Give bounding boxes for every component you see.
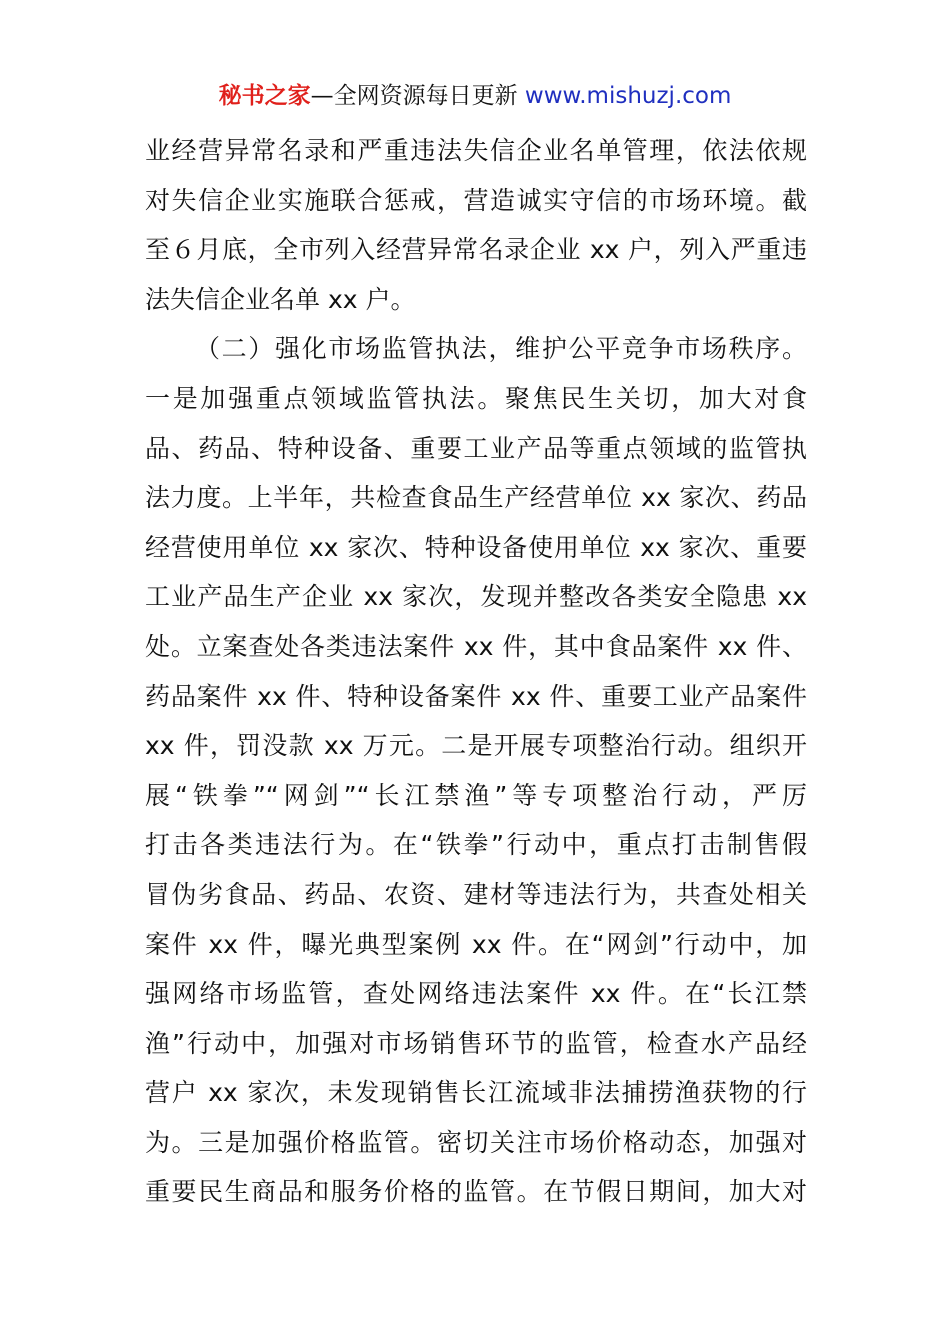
section-heading: （二）强化市场监管执法，维护公平竞争市场秩序。: [195, 334, 807, 364]
text-line: 工业产品生产企业 xx 家次，发现并整改各类安全隐患 xx: [145, 582, 807, 612]
text-line: 品、药品、特种设备、重要工业产品等重点领域的监管执: [145, 433, 807, 463]
text-line: 案件 xx 件，曝光典型案例 xx 件。在“网剑”行动中，加: [145, 929, 807, 959]
text-line: 业经营异常名录和严重违法失信企业名单管理，依法依规: [145, 136, 807, 165]
site-brand: 秘书之家: [218, 83, 311, 109]
text-line: 处。立案查处各类违法案件 xx 件，其中食品案件 xx 件、: [145, 631, 807, 661]
document-body: [145, 126, 807, 1217]
page-header: [0, 80, 950, 112]
text-line: 为。三是加强价格监管。密切关注市场价格动态，加强对: [145, 1127, 807, 1157]
site-url-link[interactable]: www.mishuzj.com: [524, 83, 732, 109]
text-line: 重要民生商品和服务价格的监管。在节假日期间，加大对: [145, 1177, 807, 1207]
text-line: 营户 xx 家次，未发现销售长江流域非法捕捞渔获物的行: [145, 1078, 807, 1108]
text-line: 法失信企业名单 xx 户。: [145, 284, 416, 314]
text-line: 经营使用单位 xx 家次、特种设备使用单位 xx 家次、重要: [145, 532, 807, 562]
text-line: 至６月底，全市列入经营异常名录企业 xx 户，列入严重违: [145, 235, 807, 265]
text-line: 冒伪劣食品、药品、农资、建材等违法行为，共查处相关: [145, 879, 807, 909]
text-line: 药品案件 xx 件、特种设备案件 xx 件、重要工业产品案件: [145, 681, 807, 711]
text-line: 展“铁拳”“网剑”“长江禁渔”等专项整治行动，严厉: [145, 780, 807, 810]
text-line: 法力度。上半年，共检查食品生产经营单位 xx 家次、药品: [145, 483, 807, 513]
site-tagline: —全网资源每日更新: [310, 83, 518, 109]
text-line: 渔”行动中，加强对市场销售环节的监管，检查水产品经: [145, 1028, 807, 1058]
text-line: 一是加强重点领域监管执法。聚焦民生关切，加大对食: [145, 383, 807, 413]
text-line: 打击各类违法行为。在“铁拳”行动中，重点打击制售假: [145, 830, 807, 860]
text-line: 对失信企业实施联合惩戒，营造诚实守信的市场环境。截: [145, 185, 807, 215]
text-line: xx 件，罚没款 xx 万元。二是开展专项整治行动。组织开: [145, 731, 807, 761]
text-line: 强网络市场监管，查处网络违法案件 xx 件。在“长江禁: [145, 979, 807, 1009]
